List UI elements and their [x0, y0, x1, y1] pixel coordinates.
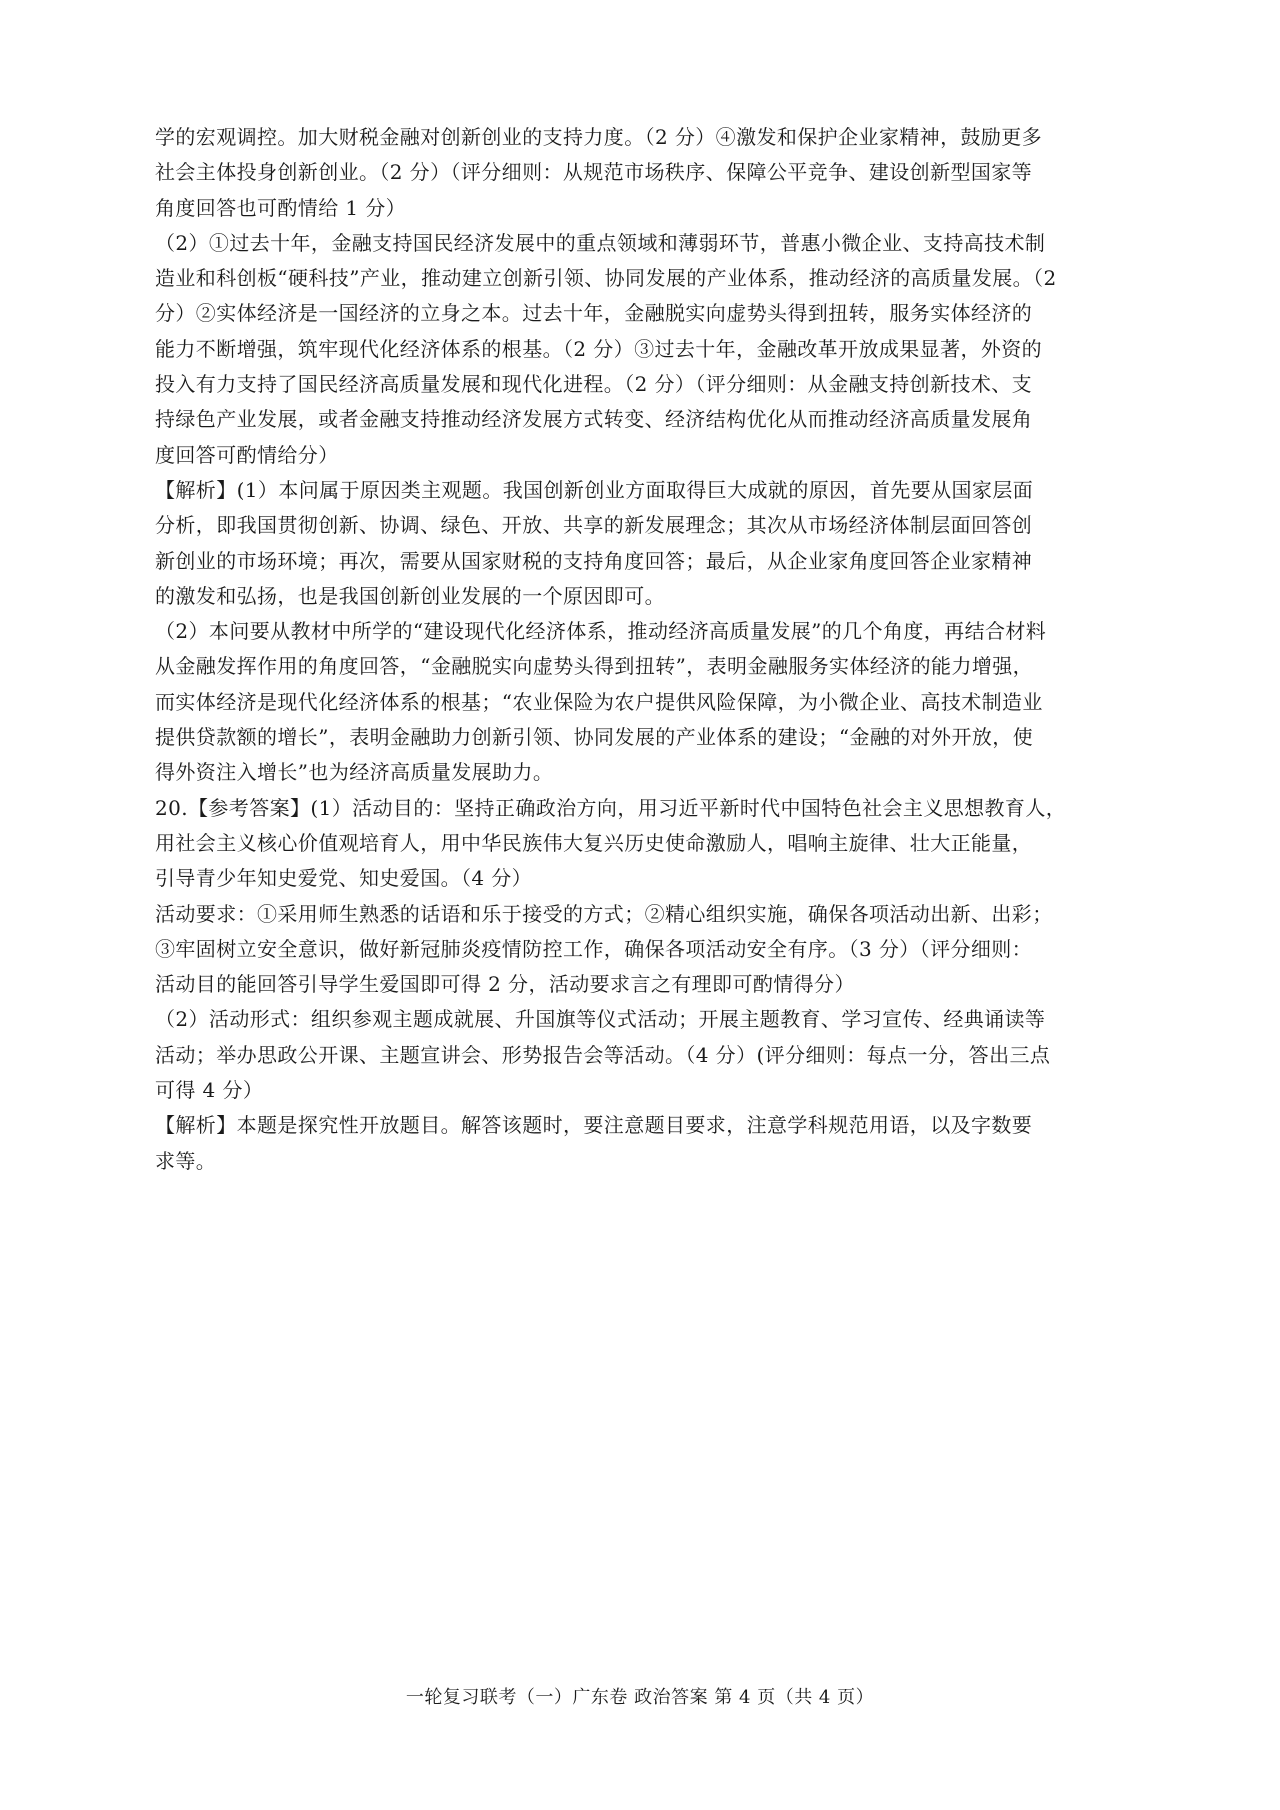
text-line: 20.【参考答案】(1）活动目的：坚持正确政治方向，用习近平新时代中国特色社会主义思想教育人，: [155, 795, 1067, 820]
text-line: 分析，即我国贯彻创新、协调、绿色、开放、共享的新发展理念；其次从市场经济体制层面回答创: [155, 513, 1033, 538]
text-line: 引导青少年知史爱党、知史爱国。（4 分）: [155, 866, 533, 891]
text-line: （2）活动形式：组织参观主题成就展、升国旗等仪式活动；开展主题教育、学习宣传、经典诵读等: [155, 1007, 1046, 1032]
text-line: 持绿色产业发展，或者金融支持推动经济发展方式转变、经济结构优化从而推动经济高质量发展角: [155, 407, 1033, 432]
text-line: 而实体经济是现代化经济体系的根基；“农业保险为农户提供风险保障，为小微企业、高技术制造业: [155, 689, 1043, 714]
text-line: 投入有力支持了国民经济高质量发展和现代化进程。（2 分）（评分细则：从金融支持创新技术、支: [155, 372, 1033, 397]
answer-text-body: [155, 120, 1130, 1179]
text-line: 提供贷款额的增长”，表明金融助力创新引领、协同发展的产业体系的建设；“金融的对外开放，使: [155, 725, 1034, 750]
text-line: 社会主体投身创新创业。（2 分）（评分细则：从规范市场秩序、保障公平竞争、建设创新型国家等: [155, 160, 1033, 185]
page-footer: 一轮复习联考（一）广东卷 政治答案 第 4 页（共 4 页）: [405, 1687, 875, 1708]
text-line: 【解析】(1）本问属于原因类主观题。我国创新创业方面取得巨大成就的原因，首先要从国家层面: [155, 477, 1034, 502]
text-line: （2）①过去十年，金融支持国民经济发展中的重点领域和薄弱环节，普惠小微企业、支持高技术制: [155, 230, 1046, 255]
text-line: 活动；举办思政公开课、主题宣讲会、形势报告会等活动。（4 分）(评分细则：每点一分，答出三点: [155, 1042, 1051, 1067]
text-line: ③牢固树立安全意识，做好新冠肺炎疫情防控工作，确保各项活动安全有序。（3 分）（评分细则：: [155, 936, 1033, 961]
text-line: 造业和科创板“硬科技”产业，推动建立创新引领、协同发展的产业体系，推动经济的高质量发展。（2: [155, 266, 1057, 291]
text-line: 求等。: [155, 1148, 217, 1173]
text-line: 新创业的市场环境；再次，需要从国家财税的支持角度回答；最后，从企业家角度回答企业家精神: [155, 548, 1033, 573]
text-line: （2）本问要从教材中所学的“建设现代化经济体系，推动经济高质量发展”的几个角度，再结合材料: [155, 619, 1047, 644]
text-line: 分）②实体经济是一国经济的立身之本。过去十年，金融脱实向虚势头得到扭转，服务实体经济的: [155, 301, 1033, 326]
text-line: 活动要求：①采用师生熟悉的话语和乐于接受的方式；②精心组织实施，确保各项活动出新、出彩；: [155, 901, 1053, 926]
text-line: 角度回答也可酌情给 1 分）: [155, 195, 407, 220]
text-line: 用社会主义核心价值观培育人，用中华民族伟大复兴历史使命激励人，唱响主旋律、壮大正能量，: [155, 830, 1033, 855]
text-line: 能力不断增强，筑牢现代化经济体系的根基。（2 分）③过去十年，金融改革开放成果显著，外资的: [155, 336, 1043, 361]
text-line: 学的宏观调控。加大财税金融对创新创业的支持力度。（2 分）④激发和保护企业家精神，鼓励更多: [155, 125, 1043, 149]
text-line: 可得 4 分）: [155, 1078, 264, 1103]
text-line: 从金融发挥作用的角度回答，“金融脱实向虚势头得到扭转”，表明金融服务实体经济的能力增强，: [155, 654, 1034, 679]
text-line: 的激发和弘扬，也是我国创新创业发展的一个原因即可。: [155, 583, 665, 608]
text-line: 度回答可酌情给分）: [155, 442, 339, 467]
text-line: 【解析】本题是探究性开放题目。解答该题时，要注意题目要求，注意学科规范用语，以及字数要: [155, 1113, 1033, 1138]
text-line: 得外资注入增长”也为经济高质量发展助力。: [155, 760, 554, 785]
text-line: 活动目的能回答引导学生爱国即可得 2 分，活动要求言之有理即可酌情得分）: [155, 972, 855, 997]
